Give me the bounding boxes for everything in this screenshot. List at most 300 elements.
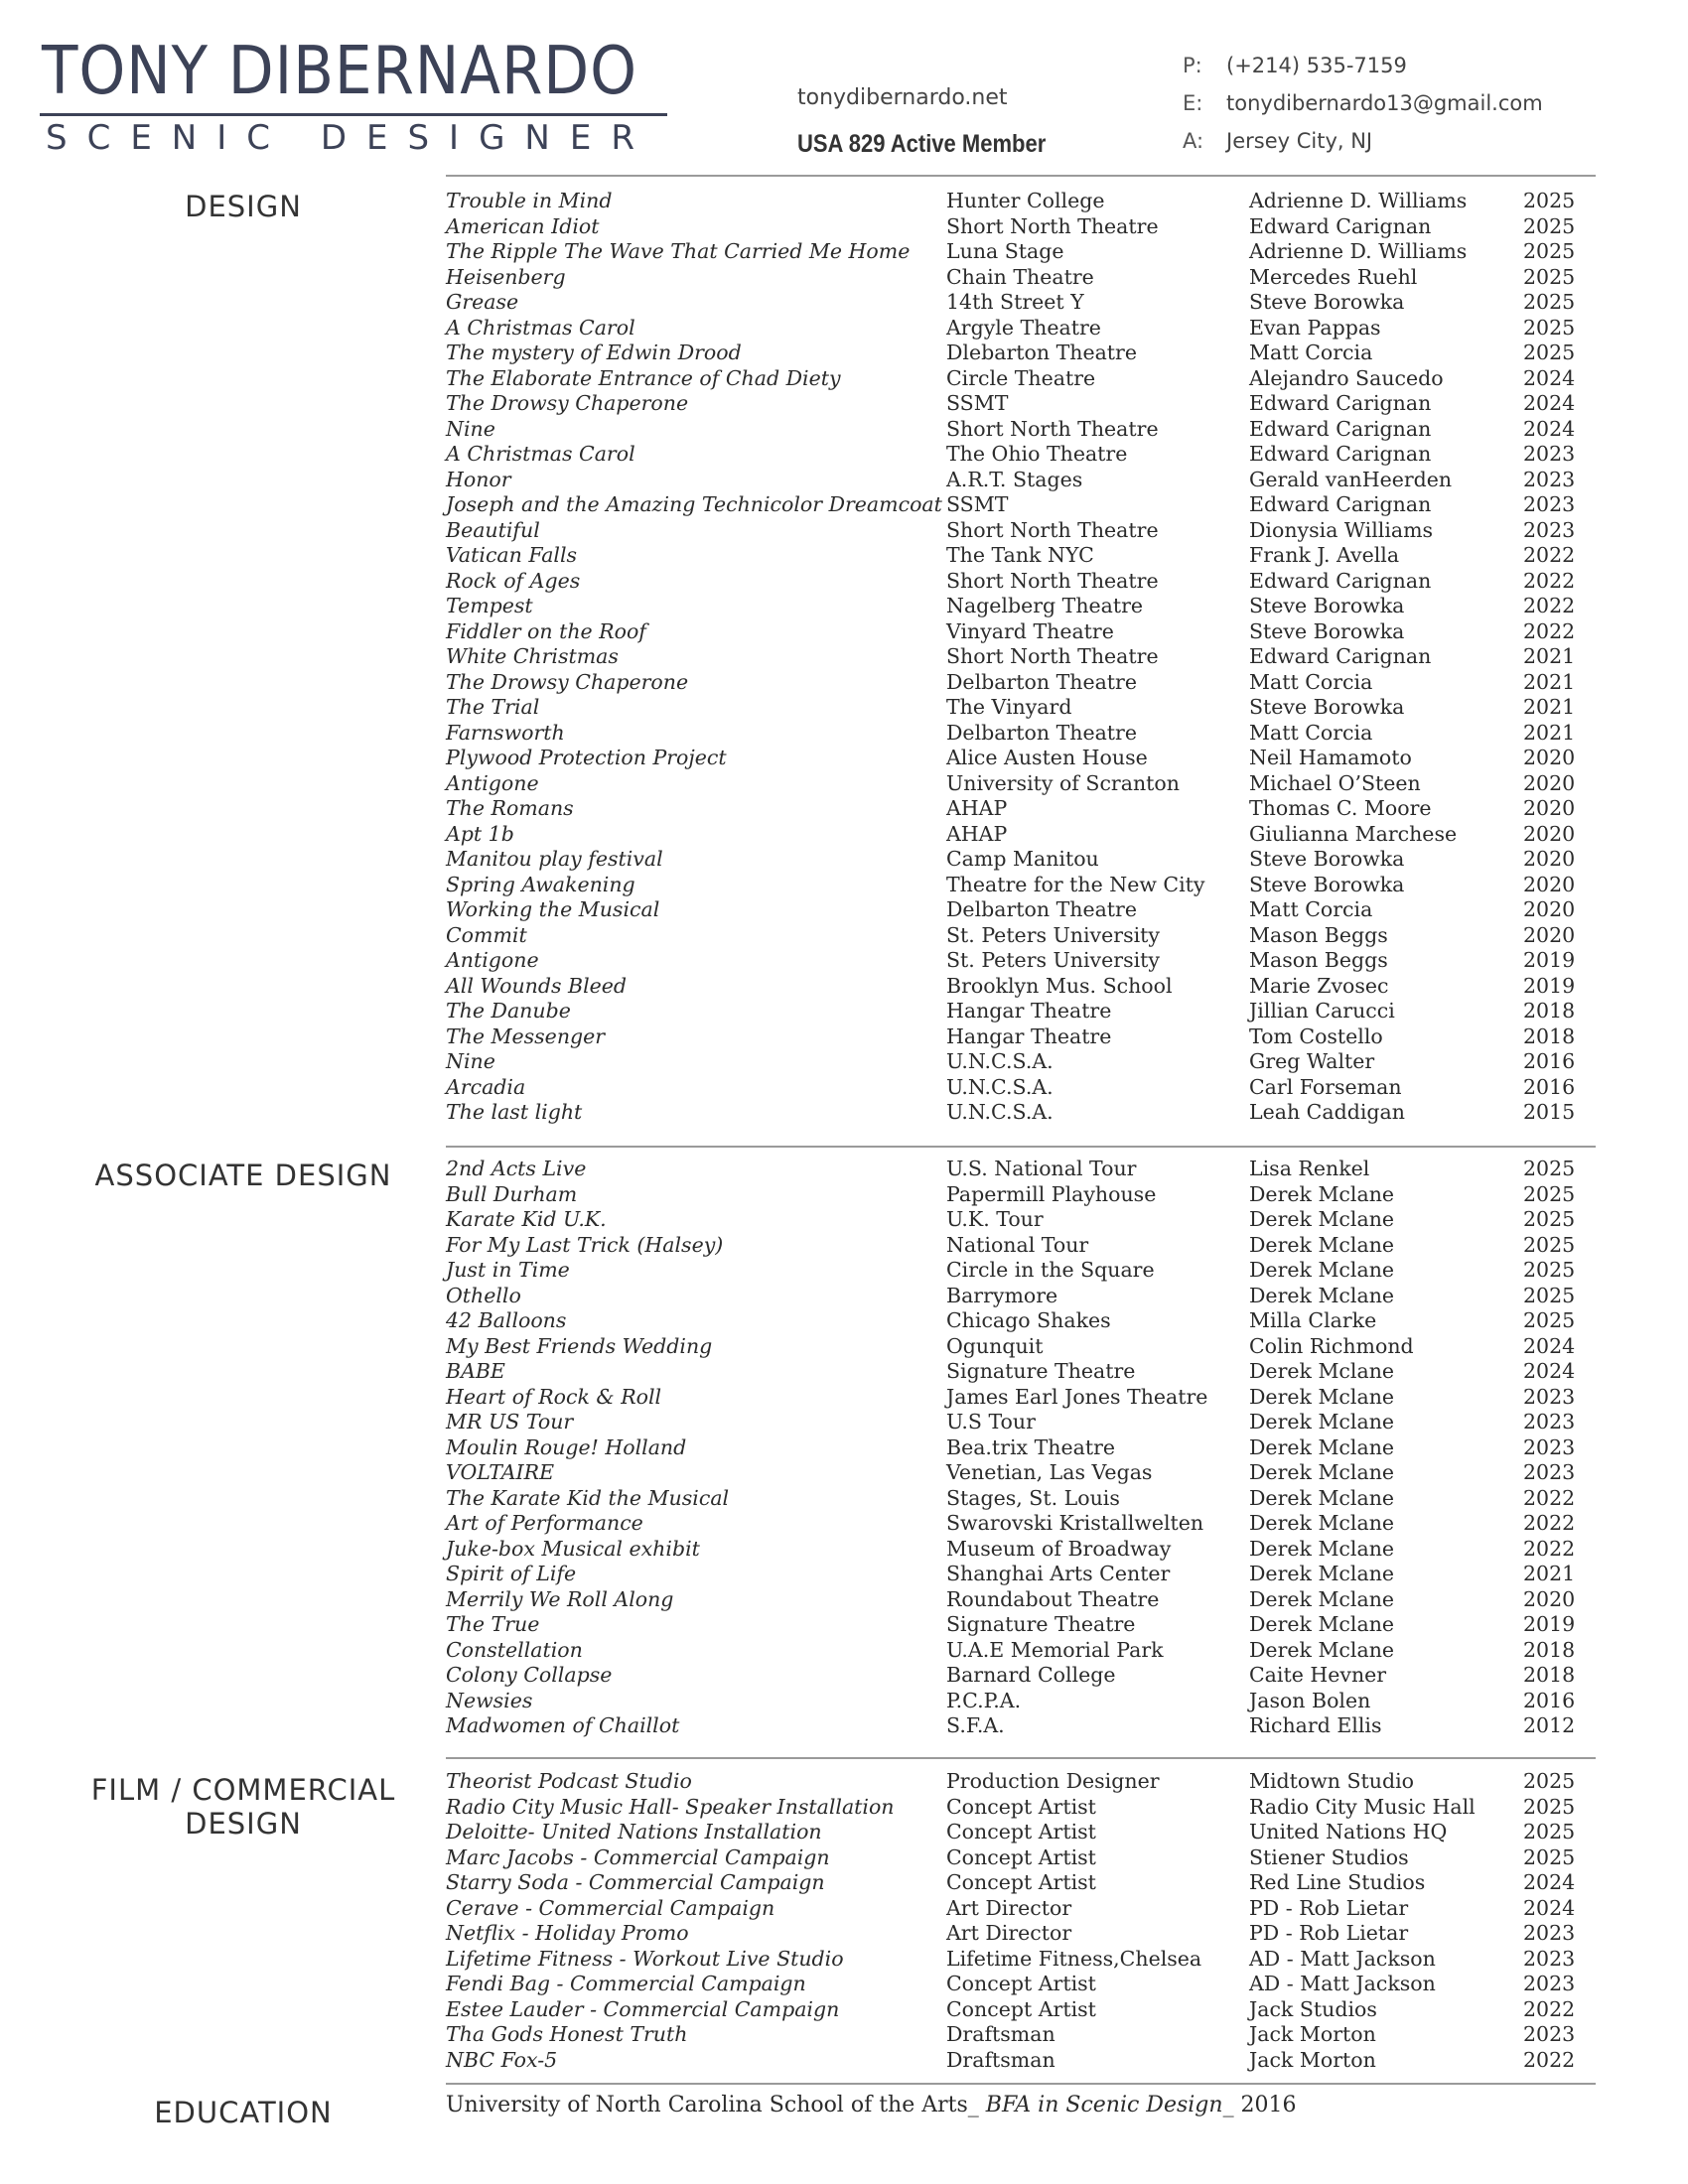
credit-row xyxy=(446,1870,1598,1896)
credit-collaborator: Greg Walter xyxy=(1249,1049,1375,1073)
credit-production: Moulin Rouge! Holland xyxy=(446,1434,687,1459)
credit-collaborator: Dionysia Williams xyxy=(1249,517,1434,542)
credit-venue: Argyle Theatre xyxy=(946,315,1101,340)
credit-production: Othello xyxy=(446,1283,521,1307)
credit-production: American Idiot xyxy=(446,213,600,238)
contact-phone[interactable] xyxy=(1183,54,1407,77)
credit-venue: Theatre for the New City xyxy=(946,872,1205,896)
credit-year: 2019 xyxy=(1523,948,1576,972)
section-label-film-line1: FILM / COMMERCIAL xyxy=(90,1773,396,1807)
credit-venue: James Earl Jones Theatre xyxy=(946,1384,1208,1409)
credit-production: Netflix - Holiday Promo xyxy=(446,1921,689,1945)
credit-collaborator: Alejandro Saucedo xyxy=(1249,365,1444,390)
education-entry xyxy=(446,2093,1297,2117)
education-school: University of North Carolina School of the Arts_ xyxy=(446,2093,986,2117)
credit-collaborator: Derek Mclane xyxy=(1249,1359,1395,1383)
credit-collaborator: Leah Caddigan xyxy=(1249,1100,1405,1124)
credit-production: Spring Awakening xyxy=(446,872,635,896)
designer-name: TONY DIBERNARDO xyxy=(42,32,637,109)
credit-collaborator: Derek Mclane xyxy=(1249,1536,1395,1561)
credit-venue: Camp Manitou xyxy=(946,847,1099,871)
credit-row xyxy=(446,594,1598,619)
credit-venue: AHAP xyxy=(946,821,1008,846)
education-year: _ 2016 xyxy=(1222,2093,1297,2117)
credit-production: Deloitte- United Nations Installation xyxy=(446,1820,822,1843)
credit-venue: Delbarton Theatre xyxy=(946,720,1137,745)
credit-collaborator: Derek Mclane xyxy=(1249,1511,1395,1535)
credit-collaborator: Mason Beggs xyxy=(1249,948,1388,972)
credit-venue: P.C.P.A. xyxy=(946,1688,1022,1712)
credit-venue: SSMT xyxy=(946,492,1009,516)
credit-collaborator: Matt Corcia xyxy=(1249,897,1373,921)
credit-year: 2023 xyxy=(1523,442,1576,466)
credit-collaborator: Derek Mclane xyxy=(1249,1258,1395,1282)
credit-row xyxy=(446,1284,1598,1309)
credit-collaborator: Richard Ellis xyxy=(1249,1713,1382,1737)
credit-row xyxy=(446,341,1598,366)
credit-production: VOLTAIRE xyxy=(446,1460,555,1484)
credit-row xyxy=(446,1075,1598,1101)
credit-venue: Short North Theatre xyxy=(946,644,1159,668)
credit-production: 42 Balloons xyxy=(446,1308,567,1332)
credit-production: Spirit of Life xyxy=(446,1562,577,1585)
credit-year: 2022 xyxy=(1523,1511,1576,1535)
credit-collaborator: Mason Beggs xyxy=(1249,922,1388,947)
credit-collaborator: Colin Richmond xyxy=(1249,1333,1414,1358)
credit-collaborator: Jack Morton xyxy=(1249,2047,1376,2072)
credit-production: Colony Collapse xyxy=(446,1663,613,1687)
credit-year: 2016 xyxy=(1523,1074,1576,1099)
credit-row xyxy=(446,1410,1598,1435)
credit-venue: Luna Stage xyxy=(946,239,1064,263)
credit-collaborator: Edward Carignan xyxy=(1249,213,1432,238)
credit-production: The Drowsy Chaperone xyxy=(446,391,689,415)
credit-production: Trouble in Mind xyxy=(446,189,613,212)
credit-venue: Bea.trix Theatre xyxy=(946,1434,1116,1459)
credit-year: 2015 xyxy=(1523,1100,1576,1124)
credit-production: My Best Friends Wedding xyxy=(446,1333,713,1358)
credit-collaborator: Edward Carignan xyxy=(1249,416,1432,441)
credit-year: 2021 xyxy=(1523,720,1576,745)
credit-venue: Hunter College xyxy=(946,189,1105,212)
credit-year: 2022 xyxy=(1523,543,1576,567)
credit-venue: Signature Theatre xyxy=(946,1612,1136,1636)
credit-year: 2025 xyxy=(1523,341,1576,364)
credit-collaborator: Mercedes Ruehl xyxy=(1249,264,1418,289)
name-underline xyxy=(40,113,667,116)
credit-collaborator: Michael O’Steen xyxy=(1249,770,1421,795)
contact-address-label: A: xyxy=(1183,129,1204,153)
credit-row xyxy=(446,1207,1598,1233)
credit-year: 2019 xyxy=(1523,1612,1576,1636)
credit-row xyxy=(446,695,1598,721)
credit-collaborator: Jason Bolen xyxy=(1249,1688,1371,1712)
credit-collaborator: Derek Mclane xyxy=(1249,1562,1395,1585)
credit-year: 2016 xyxy=(1523,1049,1576,1073)
credit-row xyxy=(446,999,1598,1024)
credit-venue: Barnard College xyxy=(946,1663,1116,1687)
credit-collaborator: United Nations HQ xyxy=(1249,1820,1448,1843)
union-membership: USA 829 Active Member xyxy=(797,130,1047,158)
credit-collaborator: Derek Mclane xyxy=(1249,1207,1395,1231)
divider-design xyxy=(446,1146,1596,1148)
credit-year: 2021 xyxy=(1523,644,1576,668)
credit-year: 2025 xyxy=(1523,1232,1576,1257)
credit-production: Grease xyxy=(446,290,519,314)
credit-year: 2024 xyxy=(1523,416,1576,441)
credit-year: 2025 xyxy=(1523,315,1576,340)
credit-collaborator: PD - Rob Lietar xyxy=(1249,1921,1409,1945)
credit-production: Heart of Rock & Roll xyxy=(446,1384,662,1409)
credit-row xyxy=(446,1359,1598,1385)
credit-year: 2020 xyxy=(1523,821,1576,846)
credit-row xyxy=(446,442,1598,468)
credit-production: For My Last Trick (Halsey) xyxy=(446,1232,724,1257)
credit-year: 2023 xyxy=(1523,467,1576,491)
credit-collaborator: Adrienne D. Williams xyxy=(1249,239,1468,263)
credit-row xyxy=(446,1334,1598,1360)
credit-production: A Christmas Carol xyxy=(446,442,635,466)
credit-venue: Museum of Broadway xyxy=(946,1536,1172,1561)
credit-row xyxy=(446,822,1598,848)
credit-row xyxy=(446,1511,1598,1537)
credit-year: 2021 xyxy=(1523,1562,1576,1585)
credit-year: 2022 xyxy=(1523,568,1576,593)
credit-venue: Short North Theatre xyxy=(946,213,1159,238)
credit-year: 2025 xyxy=(1523,1308,1576,1332)
credit-production: Heisenberg xyxy=(446,264,566,289)
credit-row xyxy=(446,468,1598,493)
credit-year: 2020 xyxy=(1523,897,1576,921)
credit-year: 2023 xyxy=(1523,1410,1576,1433)
credit-production: Beautiful xyxy=(446,517,540,542)
credit-production: Nine xyxy=(446,416,495,441)
credit-venue: Art Director xyxy=(946,1895,1072,1920)
credit-collaborator: Jack Studios xyxy=(1249,1996,1377,2021)
credit-venue: Short North Theatre xyxy=(946,568,1159,593)
credit-year: 2025 xyxy=(1523,1157,1576,1180)
credit-collaborator: Edward Carignan xyxy=(1249,568,1432,593)
credit-row xyxy=(446,1182,1598,1208)
credit-row xyxy=(446,239,1598,265)
website-link[interactable]: tonydibernardo.net xyxy=(797,85,1008,110)
credit-venue: Circle Theatre xyxy=(946,365,1096,390)
credit-venue: Concept Artist xyxy=(946,1794,1096,1819)
credit-production: Farnsworth xyxy=(446,720,565,745)
credit-venue: U.N.C.S.A. xyxy=(946,1074,1054,1099)
credit-year: 2018 xyxy=(1523,999,1576,1023)
credit-venue: Roundabout Theatre xyxy=(946,1586,1160,1611)
credit-venue: St. Peters University xyxy=(946,948,1160,972)
credit-row xyxy=(446,543,1598,569)
credit-year: 2023 xyxy=(1523,1921,1576,1945)
credit-collaborator: Steve Borowka xyxy=(1249,594,1405,617)
credit-collaborator: Edward Carignan xyxy=(1249,442,1432,466)
credit-collaborator: Carl Forseman xyxy=(1249,1074,1402,1099)
credit-production: The Trial xyxy=(446,695,540,719)
credit-row xyxy=(446,1663,1598,1689)
credit-year: 2012 xyxy=(1523,1713,1576,1737)
credit-collaborator: Evan Pappas xyxy=(1249,315,1381,340)
credit-year: 2022 xyxy=(1523,2047,1576,2072)
credit-venue: SSMT xyxy=(946,391,1009,415)
credit-collaborator: Giulianna Marchese xyxy=(1249,821,1458,846)
credit-production: Honor xyxy=(446,467,511,491)
credit-collaborator: Derek Mclane xyxy=(1249,1232,1395,1257)
credit-production: The last light xyxy=(446,1100,583,1124)
credit-collaborator: Red Line Studios xyxy=(1249,1870,1426,1894)
credit-production: Tempest xyxy=(446,594,533,617)
credit-venue: Papermill Playhouse xyxy=(946,1181,1157,1206)
credit-row xyxy=(446,1845,1598,1871)
credit-row xyxy=(446,721,1598,747)
credit-venue: Draftsman xyxy=(946,2022,1055,2046)
credit-production: BABE xyxy=(446,1359,505,1383)
credit-row xyxy=(446,847,1598,873)
credit-year: 2022 xyxy=(1523,1536,1576,1561)
credit-production: The Drowsy Chaperone xyxy=(446,669,689,694)
credit-collaborator: Jillian Carucci xyxy=(1249,999,1395,1023)
education-degree: BFA in Scenic Design xyxy=(985,2093,1223,2117)
credit-collaborator: Edward Carignan xyxy=(1249,391,1432,415)
credit-venue: 14th Street Y xyxy=(946,290,1084,314)
credit-row xyxy=(446,1049,1598,1075)
credit-year: 2023 xyxy=(1523,1460,1576,1484)
credit-row xyxy=(446,1947,1598,1973)
credit-production: Vatican Falls xyxy=(446,543,578,567)
credit-year: 2020 xyxy=(1523,796,1576,820)
contact-phone-label: P: xyxy=(1183,54,1202,77)
credit-row xyxy=(446,1689,1598,1714)
credit-production: Merrily We Roll Along xyxy=(446,1586,674,1611)
credit-row xyxy=(446,1486,1598,1512)
credit-row xyxy=(446,1024,1598,1050)
credit-production: Art of Performance xyxy=(446,1511,643,1535)
credit-row xyxy=(446,1460,1598,1486)
designer-title: SCENIC DESIGNER xyxy=(46,118,654,158)
credit-year: 2023 xyxy=(1523,2022,1576,2046)
credit-venue: Shanghai Arts Center xyxy=(946,1562,1171,1585)
credit-venue: Chicago Shakes xyxy=(946,1308,1111,1332)
credit-venue: Short North Theatre xyxy=(946,517,1159,542)
credit-year: 2020 xyxy=(1523,872,1576,896)
credit-year: 2022 xyxy=(1523,1485,1576,1510)
credit-venue: Signature Theatre xyxy=(946,1359,1136,1383)
credit-year: 2025 xyxy=(1523,1794,1576,1819)
credit-collaborator: Steve Borowka xyxy=(1249,847,1405,871)
credit-production: Newsies xyxy=(446,1688,533,1712)
credit-year: 2024 xyxy=(1523,1333,1576,1358)
credit-year: 2025 xyxy=(1523,239,1576,263)
credit-collaborator: Gerald vanHeerden xyxy=(1249,467,1453,491)
credit-venue: Delbarton Theatre xyxy=(946,669,1137,694)
credit-venue: Dlebarton Theatre xyxy=(946,341,1137,364)
credit-year: 2021 xyxy=(1523,695,1576,719)
credit-production: NBC Fox-5 xyxy=(446,2047,558,2072)
credit-row xyxy=(446,1921,1598,1947)
credit-venue: Swarovski Kristallwelten xyxy=(946,1511,1204,1535)
credit-row xyxy=(446,2048,1598,2074)
credit-venue: U.A.E Memorial Park xyxy=(946,1637,1164,1662)
credit-year: 2021 xyxy=(1523,669,1576,694)
credit-venue: National Tour xyxy=(946,1232,1089,1257)
contact-address xyxy=(1183,129,1372,153)
credit-production: Just in Time xyxy=(446,1258,570,1282)
credit-collaborator: Adrienne D. Williams xyxy=(1249,189,1468,212)
divider-film xyxy=(446,2083,1596,2085)
credit-year: 2020 xyxy=(1523,847,1576,871)
credit-collaborator: PD - Rob Lietar xyxy=(1249,1895,1409,1920)
credit-year: 2025 xyxy=(1523,189,1576,212)
contact-email-label: E: xyxy=(1183,91,1203,115)
credit-production: The Ripple The Wave That Carried Me Home xyxy=(446,239,911,263)
credit-production: The True xyxy=(446,1612,540,1636)
credit-venue: Concept Artist xyxy=(946,1996,1096,2021)
credit-row xyxy=(446,1795,1598,1821)
credit-row xyxy=(446,1638,1598,1664)
credit-collaborator: Steve Borowka xyxy=(1249,695,1405,719)
credit-row xyxy=(446,974,1598,1000)
credit-collaborator: AD - Matt Jackson xyxy=(1249,1972,1436,1995)
credit-production: Arcadia xyxy=(446,1074,526,1099)
credit-row xyxy=(446,873,1598,898)
credit-collaborator: Edward Carignan xyxy=(1249,644,1432,668)
credit-row xyxy=(446,1157,1598,1182)
credit-venue: Art Director xyxy=(946,1921,1072,1945)
credit-year: 2020 xyxy=(1523,922,1576,947)
credit-year: 2025 xyxy=(1523,1844,1576,1869)
credit-year: 2023 xyxy=(1523,492,1576,516)
credit-collaborator: Midtown Studio xyxy=(1249,1769,1415,1793)
credit-venue: U.N.C.S.A. xyxy=(946,1100,1054,1124)
credit-collaborator: Marie Zvosec xyxy=(1249,973,1389,998)
credit-row xyxy=(446,1896,1598,1922)
credit-venue: Stages, St. Louis xyxy=(946,1485,1120,1510)
credit-row xyxy=(446,948,1598,974)
credit-production: Fiddler on the Roof xyxy=(446,618,646,643)
credit-row xyxy=(446,1435,1598,1461)
credit-row xyxy=(446,417,1598,443)
contact-email-value: tonydibernardo13@gmail.com xyxy=(1226,91,1543,115)
credit-row xyxy=(446,796,1598,822)
credit-production: Constellation xyxy=(446,1637,583,1662)
credit-row xyxy=(446,897,1598,923)
credit-production: The Messenger xyxy=(446,1024,606,1048)
credit-collaborator: Steve Borowka xyxy=(1249,290,1405,314)
credit-row xyxy=(446,746,1598,771)
section-label-film-line2: DESIGN xyxy=(185,1807,302,1841)
credit-production: Nine xyxy=(446,1049,495,1073)
associate-credits xyxy=(446,1157,1598,1739)
credit-production: White Christmas xyxy=(446,644,619,668)
credit-venue: Venetian, Las Vegas xyxy=(946,1460,1153,1484)
credit-collaborator: Derek Mclane xyxy=(1249,1434,1395,1459)
credit-venue: Chain Theatre xyxy=(946,264,1094,289)
credit-production: 2nd Acts Live xyxy=(446,1157,587,1180)
credit-collaborator: Derek Mclane xyxy=(1249,1181,1395,1206)
credit-collaborator: Caite Hevner xyxy=(1249,1663,1387,1687)
credit-venue: Short North Theatre xyxy=(946,416,1159,441)
credit-year: 2024 xyxy=(1523,1870,1576,1894)
credit-collaborator: Matt Corcia xyxy=(1249,669,1373,694)
credit-collaborator: Derek Mclane xyxy=(1249,1283,1395,1307)
credit-year: 2020 xyxy=(1523,746,1576,769)
credit-year: 2024 xyxy=(1523,365,1576,390)
credit-row xyxy=(446,1308,1598,1334)
credit-venue: U.S. National Tour xyxy=(946,1157,1137,1180)
credit-production: Tha Gods Honest Truth xyxy=(446,2022,688,2046)
credit-production: The Danube xyxy=(446,999,571,1023)
credit-collaborator: Frank J. Avella xyxy=(1249,543,1400,567)
credit-production: Bull Durham xyxy=(446,1181,578,1206)
credit-collaborator: Steve Borowka xyxy=(1249,618,1405,643)
credit-venue: U.N.C.S.A. xyxy=(946,1049,1054,1073)
credit-venue: Ogunquit xyxy=(946,1333,1044,1358)
credit-row xyxy=(446,1972,1598,1997)
credit-production: The Elaborate Entrance of Chad Diety xyxy=(446,365,841,390)
credit-year: 2025 xyxy=(1523,1769,1576,1793)
contact-email[interactable] xyxy=(1183,91,1543,115)
credit-venue: U.S Tour xyxy=(946,1410,1036,1433)
credit-year: 2024 xyxy=(1523,1895,1576,1920)
credit-year: 2023 xyxy=(1523,1946,1576,1971)
credit-venue: U.K. Tour xyxy=(946,1207,1044,1231)
credit-year: 2022 xyxy=(1523,618,1576,643)
section-label-design: DESIGN xyxy=(185,190,302,223)
credit-row xyxy=(446,1769,1598,1795)
credit-year: 2025 xyxy=(1523,213,1576,238)
credit-row xyxy=(446,316,1598,341)
credit-venue: Concept Artist xyxy=(946,1820,1096,1843)
credit-row xyxy=(446,670,1598,696)
credit-collaborator: Thomas C. Moore xyxy=(1249,796,1432,820)
credit-year: 2018 xyxy=(1523,1024,1576,1048)
credit-row xyxy=(446,1233,1598,1259)
credit-production: Lifetime Fitness - Workout Live Studio xyxy=(446,1946,844,1971)
credit-year: 2025 xyxy=(1523,1258,1576,1282)
credit-row xyxy=(446,1820,1598,1845)
credit-production: Manitou play festival xyxy=(446,847,663,871)
credit-row xyxy=(446,2022,1598,2048)
credit-collaborator: Matt Corcia xyxy=(1249,341,1373,364)
credit-production: Working the Musical xyxy=(446,897,660,921)
credit-production: Marc Jacobs - Commercial Campaign xyxy=(446,1844,830,1869)
credit-row xyxy=(446,619,1598,645)
credit-venue: Concept Artist xyxy=(946,1972,1096,1995)
credit-row xyxy=(446,1537,1598,1563)
credit-venue: Concept Artist xyxy=(946,1844,1096,1869)
credit-row xyxy=(446,1385,1598,1411)
credit-production: Joseph and the Amazing Technicolor Dreamcoat xyxy=(446,492,942,516)
credit-collaborator: Derek Mclane xyxy=(1249,1384,1395,1409)
credit-production: Estee Lauder - Commercial Campaign xyxy=(446,1996,840,2021)
credit-year: 2025 xyxy=(1523,1283,1576,1307)
section-label-associate: ASSOCIATE DESIGN xyxy=(94,1159,392,1192)
credit-collaborator: Derek Mclane xyxy=(1249,1410,1395,1433)
credit-collaborator: Matt Corcia xyxy=(1249,720,1373,745)
section-label-education: EDUCATION xyxy=(154,2096,333,2129)
credit-venue: Lifetime Fitness,Chelsea xyxy=(946,1946,1202,1971)
credit-venue: The Vinyard xyxy=(946,695,1072,719)
credit-year: 2020 xyxy=(1523,1586,1576,1611)
credit-collaborator: Derek Mclane xyxy=(1249,1485,1395,1510)
credit-collaborator: Derek Mclane xyxy=(1249,1612,1395,1636)
credit-year: 2023 xyxy=(1523,1434,1576,1459)
credit-year: 2022 xyxy=(1523,594,1576,617)
credit-row xyxy=(446,492,1598,518)
credit-production: Madwomen of Chaillot xyxy=(446,1713,680,1737)
credit-venue: Vinyard Theatre xyxy=(946,618,1114,643)
